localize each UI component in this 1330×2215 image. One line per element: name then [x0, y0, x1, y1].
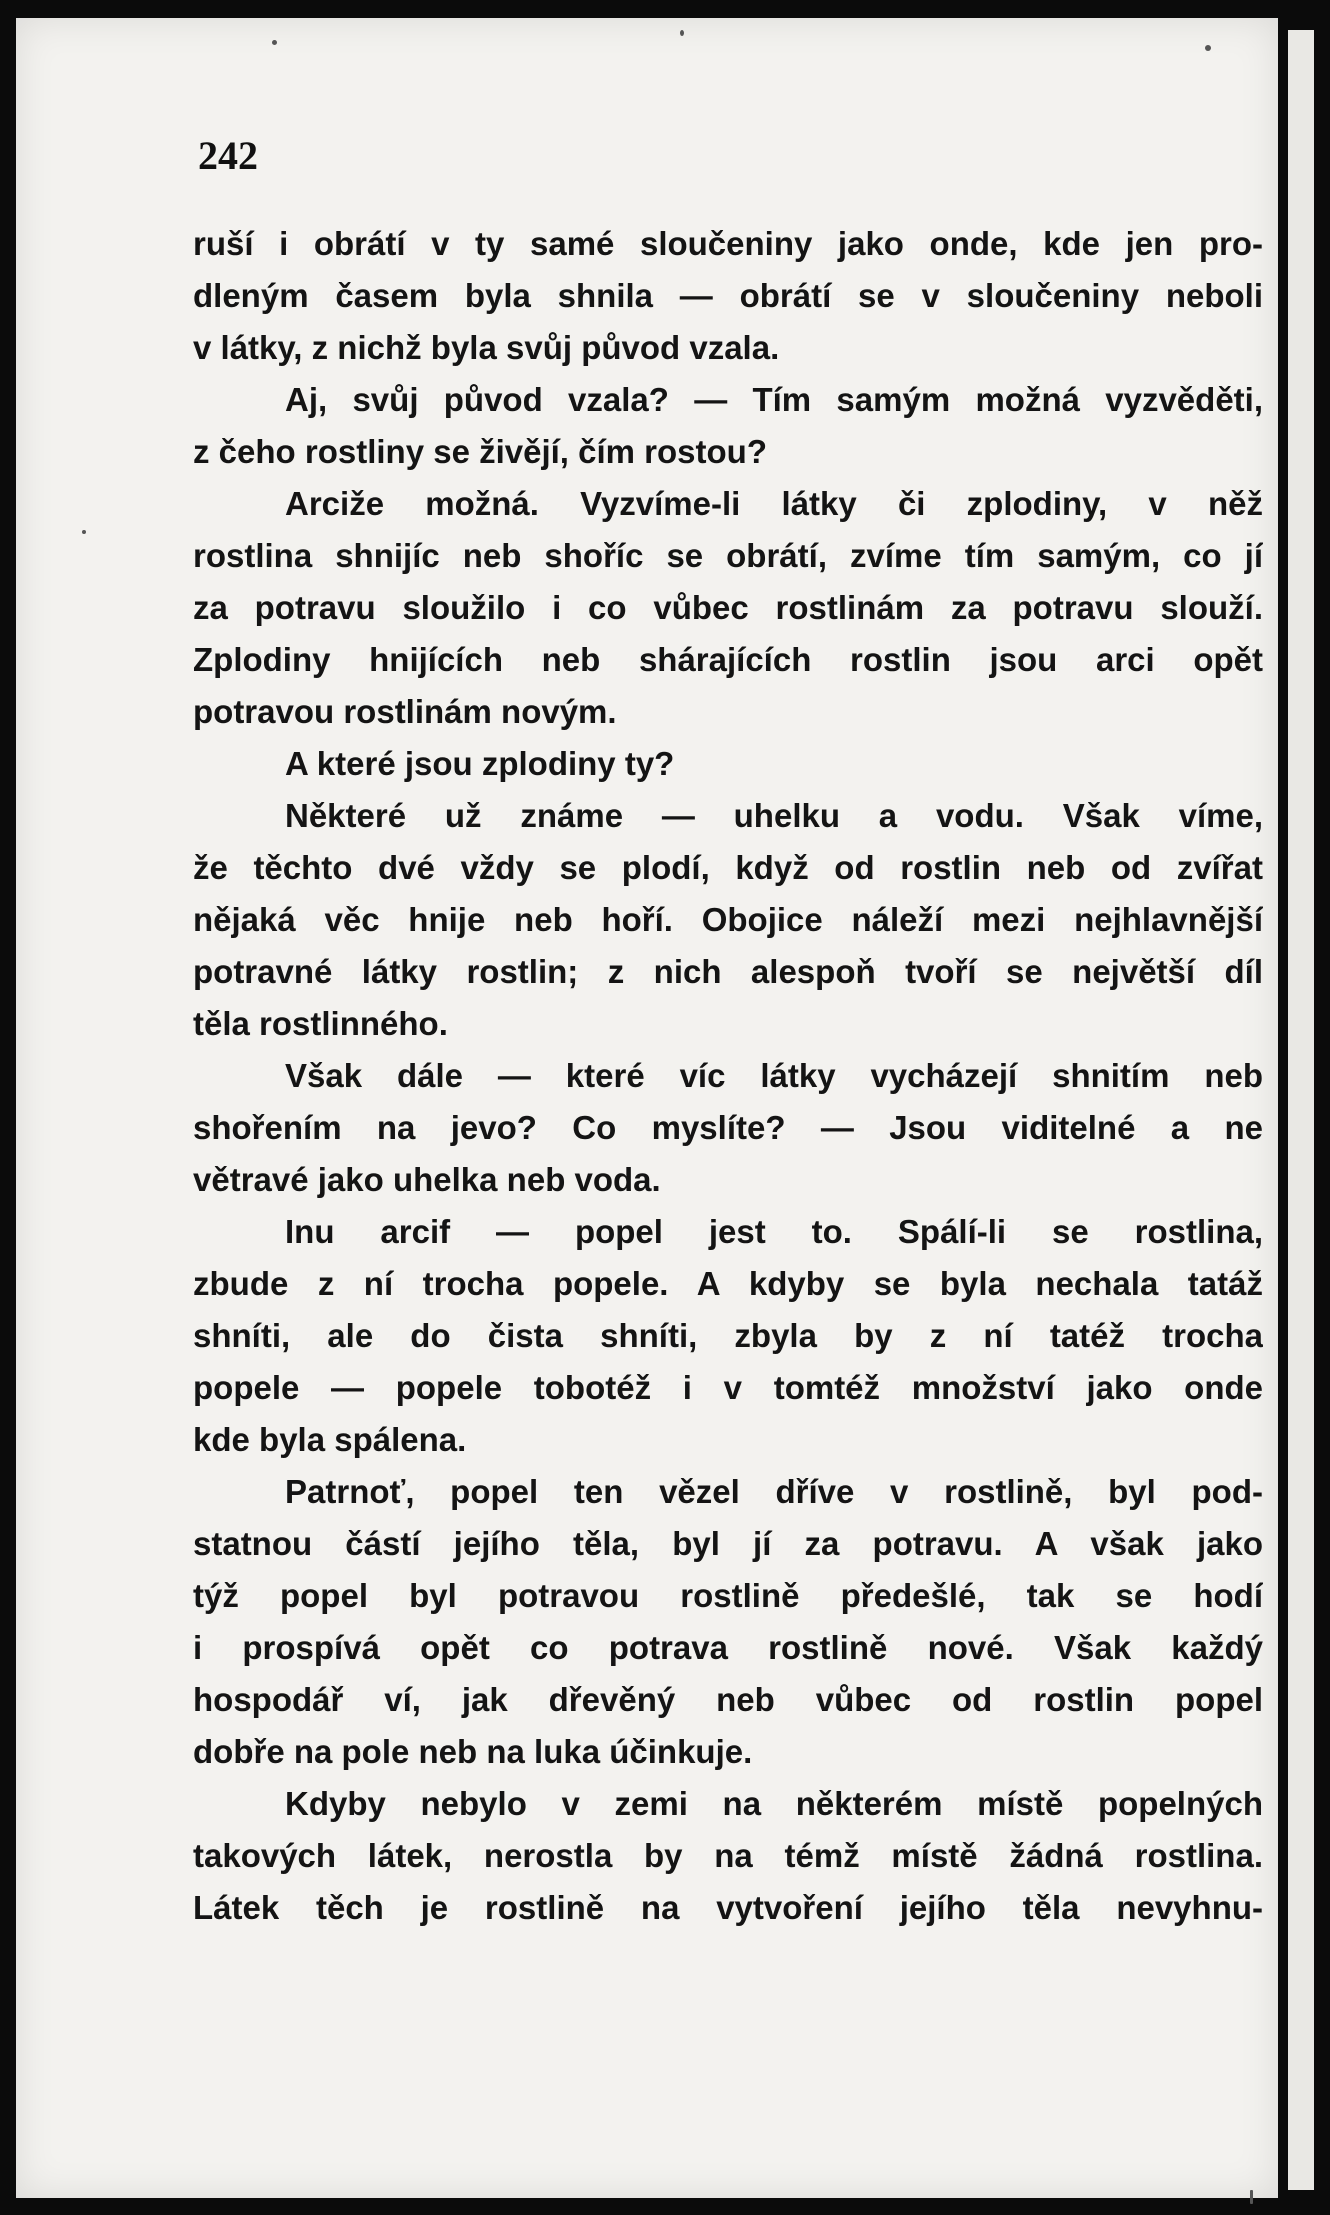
text-line: za potravu sloužilo i co vůbec rostlinám za potravu slouží. [193, 589, 1263, 626]
text-line: dleným časem byla shnila — obrátí se v sloučeniny neboli [193, 277, 1263, 314]
body-text [193, 218, 1263, 1934]
text-line: nějaká věc hnije neb hoří. Obojice náleží mezi nejhlavnější [193, 901, 1263, 938]
text-line: statnou částí jejího těla, byl jí za potravu. A však jako [193, 1525, 1263, 1562]
text-line: potravou rostlinám novým. [193, 693, 617, 730]
text-line: Kdyby nebylo v zemi na některém místě popelných [285, 1785, 1263, 1822]
text-line: Aj, svůj původ vzala? — Tím samým možná vyzvěděti, [285, 381, 1263, 418]
text-line: Inu arcif — popel jest to. Spálí-li se rostlina, [285, 1213, 1263, 1250]
text-line: popele — popele tobotéž i v tomtéž množství jako onde [193, 1369, 1263, 1406]
text-line: že těchto dvé vždy se plodí, když od rostlin neb od zvířat [193, 849, 1263, 886]
scan-speck [680, 30, 684, 36]
text-line: potravné látky rostlin; z nich alespoň tvoří se největší díl [193, 953, 1263, 990]
text-line: shníti, ale do čista shníti, zbyla by z ní tatéž trocha [193, 1317, 1263, 1354]
text-line: hospodář ví, jak dřevěný neb vůbec od rostlin popel [193, 1681, 1263, 1718]
scan-speck [1250, 2190, 1253, 2204]
text-line: kde byla spálena. [193, 1421, 467, 1458]
scan-speck [272, 40, 277, 45]
text-line: Však dále — které víc látky vycházejí shnitím neb [285, 1057, 1263, 1094]
text-line: Některé už známe — uhelku a vodu. Však víme, [285, 797, 1263, 834]
text-line: v látky, z nichž byla svůj původ vzala. [193, 329, 780, 366]
text-line: těla rostlinného. [193, 1005, 448, 1042]
page-number: 242 [198, 133, 258, 178]
text-line: ruší i obrátí v ty samé sloučeniny jako onde, kde jen pro- [193, 225, 1263, 262]
text-line: Arciže možná. Vyzvíme-li látky či zplodiny, v něž [285, 485, 1263, 522]
text-line: zbude z ní trocha popele. A kdyby se byla nechala tatáž [193, 1265, 1263, 1302]
text-line: větravé jako uhelka neb voda. [193, 1161, 661, 1198]
text-line: dobře na pole neb na luka účinkuje. [193, 1733, 753, 1770]
text-line: shořením na jevo? Co myslíte? — Jsou viditelné a ne [193, 1109, 1263, 1146]
text-line: Látek těch je rostlině na vytvoření jejího těla nevyhnu- [193, 1889, 1263, 1926]
text-line: i prospívá opět co potrava rostlině nové. Však každý [193, 1629, 1263, 1666]
text-line: týž popel byl potravou rostlině předešlé, tak se hodí [193, 1577, 1263, 1614]
scan-speck [1205, 45, 1211, 51]
text-line: rostlina shnijíc neb shoříc se obrátí, zvíme tím samým, co jí [193, 537, 1263, 574]
text-line: Patrnoť, popel ten vězel dříve v rostlině, byl pod- [285, 1473, 1263, 1510]
text-line: takových látek, nerostla by na témž místě žádná rostlina. [193, 1837, 1263, 1874]
text-line: A které jsou zplodiny ty? [285, 745, 675, 782]
text-line: z čeho rostliny se živějí, čím rostou? [193, 433, 767, 470]
text-line: Zplodiny hnijících neb shárajících rostlin jsou arci opět [193, 641, 1263, 678]
scan-speck [82, 530, 86, 534]
page-edge-strip [1288, 30, 1314, 2190]
